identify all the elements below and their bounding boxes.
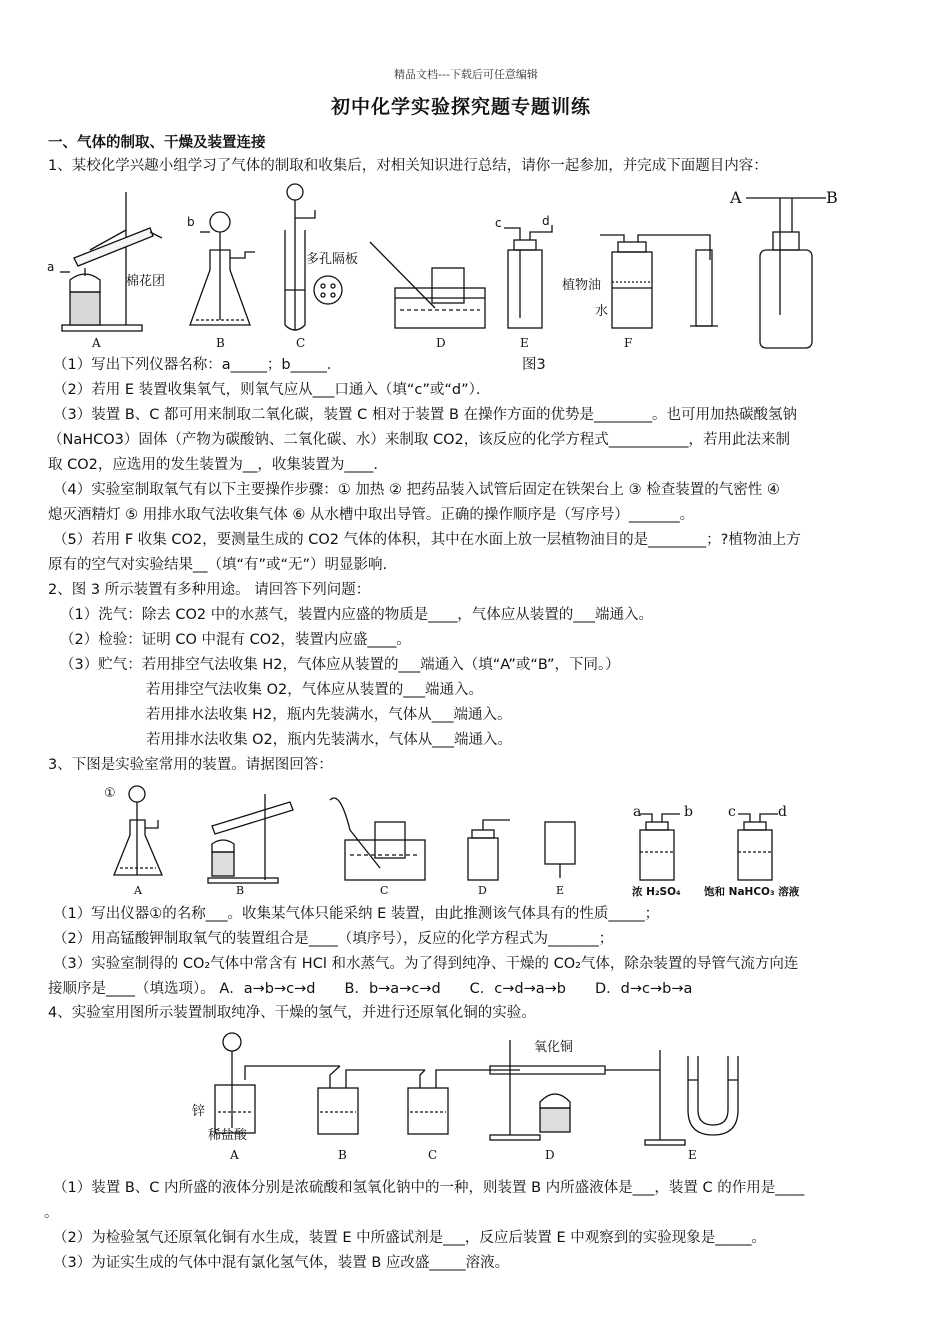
q1-p2: （2）若用 E 装置收集氧气，则氧气应从___口通入（填“c”或“d”）． bbox=[53, 382, 491, 398]
apparatus-b-flask bbox=[190, 212, 255, 325]
apparatus-b-wash bbox=[318, 1066, 425, 1134]
dilute-hcl-label: 稀盐酸 bbox=[208, 1128, 248, 1143]
porous-plate-label: 多孔隔板 bbox=[306, 252, 359, 267]
apparatus-c-trough bbox=[330, 798, 425, 880]
apparatus-a-heating-tube bbox=[60, 192, 162, 331]
label-d: D bbox=[436, 336, 446, 350]
apparatus-d-bottle-up bbox=[468, 820, 510, 880]
zinc-label: 锌 bbox=[192, 1104, 206, 1119]
cotton-label: 棉花团 bbox=[126, 274, 166, 289]
water-label: 水 bbox=[595, 304, 609, 319]
figure3-caption: 图3 bbox=[522, 357, 546, 373]
q3-port-a: a bbox=[633, 804, 642, 820]
q1-intro: 1、某校化学兴趣小组学习了气体的制取和收集后，对相关知识进行总结，请你一起参加，并完成下面题目内容： bbox=[48, 158, 768, 174]
q1-p1: （1）写出下列仪器名称：a_____；b_____． bbox=[53, 357, 342, 373]
q3-label-e: E bbox=[556, 884, 565, 897]
label-a: A bbox=[92, 336, 101, 350]
q3-p3a: （3）实验室制得的 CO₂气体中常含有 HCl 和水蒸气。为了得到纯净、干燥的 CO₂气体，除杂装置的导管气流方向连 bbox=[53, 956, 799, 972]
q4-p1b: 。 bbox=[44, 1205, 59, 1221]
sat-nahco3-label: 饱和 NaHCO₃ 溶液 bbox=[704, 886, 800, 898]
section-heading: 一、气体的制取、干燥及装置连接 bbox=[48, 135, 266, 151]
q3-label-d: D bbox=[478, 884, 487, 897]
q1-p5b: 原有的空气对实验结果__（填“有”或“无”）明显影响. bbox=[48, 557, 388, 573]
part-label-c: c bbox=[495, 216, 502, 230]
q2-p3d: 若用排水法收集 O2，瓶内先装满水，气体从___端通入。 bbox=[146, 732, 512, 748]
label-b: B bbox=[216, 336, 225, 350]
q4-label-b: B bbox=[338, 1148, 347, 1162]
q2-p3b: 若用排空气法收集 O2，气体应从装置的___端通入。 bbox=[146, 682, 483, 698]
apparatus-a-generator bbox=[215, 1033, 340, 1133]
label-e: E bbox=[520, 336, 529, 350]
q4-p2: （2）为检验氢气还原氧化铜有水生成，装置 E 中所盛试剂是___，反应后装置 E 中观察到的实验现象是_____。 bbox=[53, 1230, 766, 1246]
apparatus-d-heating-tube bbox=[490, 1040, 660, 1140]
page-title: 初中化学实验探究题专题训练 bbox=[331, 96, 592, 118]
q1-p4b: 熄灭酒精灯 ⑤ 用排水取气法收集气体 ⑥ 从水槽中取出导管。正确的操作顺序是（写序号）_______。 bbox=[48, 507, 695, 523]
q3-port-b: b bbox=[684, 804, 693, 820]
oil-label: 植物油 bbox=[562, 278, 602, 293]
q1-p4a: （4）实验室制取氧气有以下主要操作步骤：① 加热 ② 把药品装入试管后固定在铁架台上 ③ 检查装置的气密性 ④ bbox=[53, 482, 780, 498]
fig3-label-a: A bbox=[730, 188, 742, 207]
q3-port-d: d bbox=[778, 804, 787, 820]
q4-label-a: A bbox=[230, 1148, 239, 1162]
q1-p3b: （NaHCO3）固体（产物为碳酸钠、二氧化碳、水）来制取 CO2，该反应的化学方程式___________，若用此法来制 bbox=[48, 432, 791, 448]
q3-port-c: c bbox=[728, 804, 736, 820]
washing-bottle-h2so4 bbox=[640, 814, 680, 880]
q3-intro: 3、下图是实验室常用的装置。请据图回答： bbox=[48, 757, 333, 773]
fig3-label-b: B bbox=[826, 188, 838, 207]
q2-intro: 2、图 3 所示装置有多种用途。 请回答下列问题： bbox=[48, 582, 371, 598]
apparatus-a-funnel-flask bbox=[114, 786, 162, 875]
q1-p3a: （3）装置 B、C 都可用来制取二氧化碳，装置 C 相对于装置 B 在操作方面的优势是________。也可用加热碳酸氢钠 bbox=[53, 407, 798, 423]
apparatus-f-oil-bottle bbox=[600, 235, 718, 328]
label-c: C bbox=[296, 336, 306, 350]
q3-label-b: B bbox=[236, 884, 245, 897]
q2-p2: （2）检验：证明 CO 中混有 CO2，装置内应盛____。 bbox=[60, 632, 411, 648]
watermark-header: 精品文档---下载后可任意编辑 bbox=[394, 68, 538, 81]
apparatus-e-washing-bottle bbox=[504, 225, 552, 328]
q4-intro: 4、实验室用图所示装置制取纯净、干燥的氢气，并进行还原氧化铜的实验。 bbox=[48, 1005, 536, 1021]
q3-p1: （1）写出仪器①的名称___。收集某气体只能采纳 E 装置，由此推测该气体具有的性质_____； bbox=[53, 906, 660, 922]
copper-oxide-label: 氧化铜 bbox=[534, 1040, 574, 1055]
figure3-t-bottle bbox=[746, 198, 826, 348]
circle1-label: ① bbox=[104, 786, 116, 801]
q4-p1a: （1）装置 B、C 内所盛的液体分别是浓硫酸和氢氧化钠中的一种，则装置 B 内所盛液体是___，装置 C 的作用是____ bbox=[53, 1180, 805, 1196]
part-label-d: d bbox=[542, 214, 550, 228]
q1-p3c: 取 CO2，应选用的发生装置为__，收集装置为____. bbox=[48, 457, 378, 473]
q4-apparatus-figure bbox=[190, 1030, 770, 1170]
q2-p3c: 若用排水法收集 H2，瓶内先装满水，气体从___端通入。 bbox=[146, 707, 512, 723]
q3-apparatus-figure bbox=[100, 780, 840, 905]
apparatus-d-water-trough bbox=[370, 242, 485, 328]
q4-label-e: E bbox=[688, 1148, 697, 1162]
part-label-a: a bbox=[47, 260, 55, 274]
q4-label-c: C bbox=[428, 1148, 438, 1162]
apparatus-e-u-tube bbox=[645, 1050, 738, 1145]
q3-p3b: 接顺序是____（填选项）。 A．a→b→c→d B．b→a→c→d C．c→d→a→b D．d→c→b→a bbox=[48, 981, 693, 997]
q3-label-c: C bbox=[380, 884, 389, 897]
q4-label-d: D bbox=[545, 1148, 555, 1162]
washing-bottle-nahco3 bbox=[738, 814, 778, 880]
conc-h2so4-label: 浓 H₂SO₄ bbox=[632, 886, 681, 898]
label-f: F bbox=[624, 336, 633, 350]
q2-p3a: （3）贮气：若用排空气法收集 H2，气体应从装置的___端通入（填“A”或“B”，下同。） bbox=[60, 657, 620, 673]
q3-p2: （2）用高锰酸钾制取氧气的装置组合是____（填序号），反应的化学方程式为_______； bbox=[53, 931, 614, 947]
apparatus-b-heating-stand bbox=[208, 794, 293, 883]
q1-apparatus-figure bbox=[40, 180, 880, 355]
q1-p5a: （5）若用 F 收集 CO2，要测量生成的 CO2 气体的体积，其中在水面上放一层植物油目的是________；?植物油上方 bbox=[53, 532, 801, 548]
q4-p3: （3）为证实生成的气体中混有氯化氢气体，装置 B 应改盛_____溶液。 bbox=[53, 1255, 510, 1271]
q3-label-a: A bbox=[134, 884, 142, 897]
apparatus-e-bottle-down bbox=[545, 822, 575, 878]
part-label-b: b bbox=[187, 215, 195, 229]
q2-p1: （1）洗气：除去 CO2 中的水蒸气，装置内应盛的物质是____，气体应从装置的___端通入。 bbox=[60, 607, 653, 623]
apparatus-c-wash bbox=[408, 1070, 520, 1134]
